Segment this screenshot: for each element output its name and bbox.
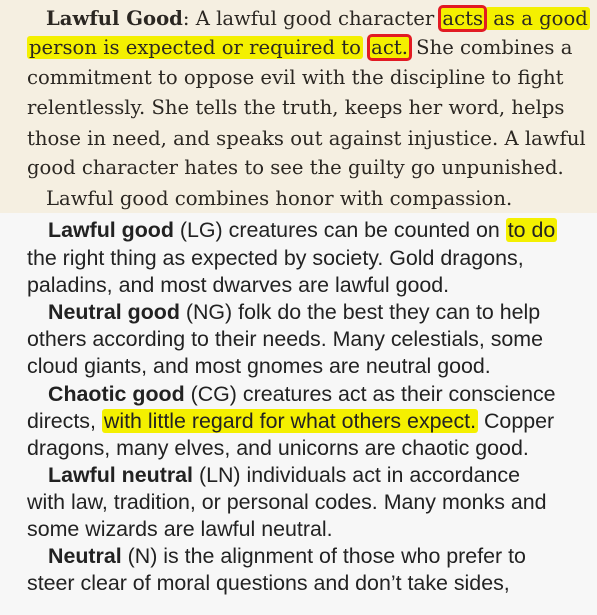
text-segment: (N) is the alignment of those who prefer to — [121, 544, 526, 568]
top-line-6: good character hates to see the guilty go unpunished. — [27, 156, 564, 179]
bottom-line-7 — [48, 384, 556, 405]
bottom-line-6: cloud giants, and most gnomes are neutral good. — [27, 354, 491, 378]
top-line-7: Lawful good combines honor with compassion. — [46, 187, 513, 210]
highlight-segment: person is expected or required to — [29, 36, 361, 59]
text-segment: (CG) creatures act as their conscience — [184, 382, 556, 406]
highlight-segment: as a good — [487, 7, 588, 30]
term-chaotic-good: Chaotic good — [48, 382, 185, 406]
top-line-2 — [27, 38, 572, 58]
bottom-line-14: steer clear of moral questions and don’t take sides, — [27, 571, 510, 595]
term-lawful-good-heading: Lawful Good — [46, 7, 183, 30]
term-lawful-good: Lawful good — [48, 218, 174, 242]
top-line-3: commitment to oppose evil with the discipline to fight — [27, 66, 564, 89]
bottom-line-13 — [48, 546, 526, 567]
bottom-line-2: the right thing as expected by society. Gold dragons, — [27, 246, 524, 270]
bottom-line-10 — [48, 465, 520, 486]
text-segment: (LN) individuals act in accordance — [193, 463, 520, 487]
bottom-line-5: others according to their needs. Many celestials, some — [27, 327, 544, 351]
text-segment: She combines a — [409, 36, 573, 59]
term-neutral: Neutral — [48, 544, 122, 568]
text-segment: : A lawful good character — [182, 7, 441, 30]
bottom-line-11: with law, tradition, or personal codes. Many monks and — [27, 490, 547, 514]
term-lawful-neutral: Lawful neutral — [48, 463, 193, 487]
text-segment: Copper — [478, 409, 555, 433]
highlight-segment: to do — [507, 218, 556, 242]
text-segment: (NG) folk do the best they can to help — [179, 300, 541, 324]
highlight-segment: with little regard for what others expect. — [103, 409, 477, 433]
boxed-word-acts: acts — [442, 7, 484, 30]
bottom-excerpt-panel — [0, 213, 597, 615]
top-line-5: those in need, and speaks out against injustice. A lawful — [27, 127, 586, 150]
bottom-line-4 — [48, 302, 540, 323]
bottom-line-3: paladins, and most dwarves are lawful good. — [27, 273, 450, 297]
bottom-line-1 — [48, 220, 557, 241]
top-line-1 — [46, 9, 590, 29]
top-line-4: relentlessly. She tells the truth, keeps her word, helps — [27, 96, 565, 119]
boxed-word-act: act. — [371, 36, 408, 59]
bottom-line-9: dragons, many elves, and unicorns are chaotic good. — [27, 436, 529, 460]
top-excerpt-panel — [0, 0, 597, 213]
term-neutral-good: Neutral good — [48, 300, 180, 324]
bottom-line-8 — [27, 411, 554, 432]
text-segment: (LG) creatures can be counted on — [173, 218, 506, 242]
bottom-line-12: some wizards are lawful neutral. — [27, 517, 333, 541]
text-segment: directs, — [27, 409, 102, 433]
